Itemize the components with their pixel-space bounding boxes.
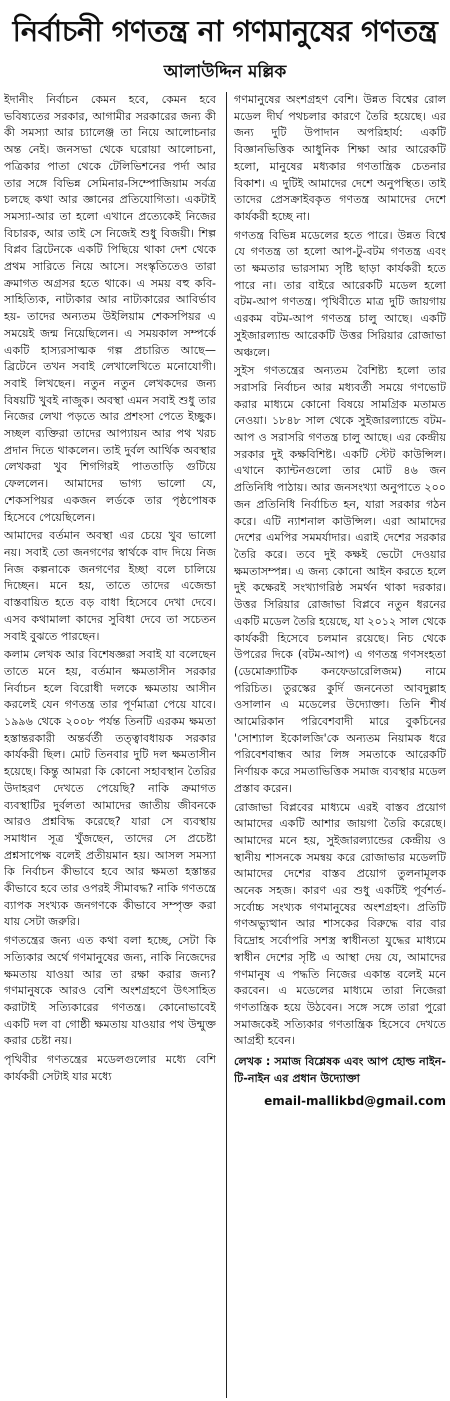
author-byline: আলাউদ্দিন মল্লিক	[163, 62, 287, 82]
author-note: লেখক : সমাজ বিশ্লেষক এবং আপ হোল্ড নাইন-টি-নাইন এর প্রধান উদ্যোক্তা	[234, 1055, 446, 1085]
paragraph: গণতন্ত্র বিভিন্ন মডেলের হতে পারে। উন্নত বিশ্বে যে গণতন্ত্র তা হলো আপ-টু-বটম গণতন্ত্র এবং তা ক্ষমতার ভারসাম্য সৃষ্টি ছাড়া কার্যকরী হতে পারে না। তার বাইরে আরেকটি মডেল হলো বটম-আপ গণতন্ত্র। পৃথিবীতে মাত্র দুটি জায়গায় এরকম বটম-আপ গণতন্ত্র চালু আছে। একটি সুইজারল্যান্ড আরেকটি উত্তর সিরিয়ার রোজাভা অঞ্চলে।	[234, 228, 446, 359]
author-email[interactable]: email-mallikbd@gmail.com	[264, 1094, 446, 1109]
article-column-left	[4, 92, 216, 1398]
article-column-right	[234, 92, 446, 1398]
paragraph: গণতন্ত্রের জন্য এত কথা বলা হচ্ছে, সেটা কি সত্যিকার অর্থে গণমানুষের জন্য, নাকি নিজেদের ক্ষমতায় যাওয়া আর তা রক্ষা করার জন্য? গণমানুষকে আরও বেশি অংশগ্রহণে উৎসাহিত করাটাই সত্যিকারের গণতন্ত্র। কোনোভাবেই একটি দল বা গোষ্ঠী ক্ষমতায় যাওয়ার পথ উন্মুক্ত করার চেষ্টা নয়।	[4, 934, 216, 1048]
paragraph: সুইস গণতন্ত্রের অন্যতম বৈশিষ্ট্য হলো তার সরাসরি নির্বাচন আর মধ্যবর্তী সময়ে গণভোট করার মাধ্যমে কোনো বিষয়ে সামগ্রিক মতামত নেওয়া। ১৮৪৮ সাল থেকে সুইজারল্যান্ডে বটম-আপ ও সরাসরি গণতন্ত্র চালু আছে। এর কেন্দ্রীয় সরকার দুই কক্ষবিশিষ্ট। একটি স্টেট কাউন্সিল। এখানে ক্যান্টনগুলো তার মোট ৪৬ জন প্রতিনিধি পাঠায়। আর জনসংখ্যা অনুপাতে ২০০ জন প্রতিনিধি নির্বাচিত হন, যারা সরকার গঠন করে। এটি ন্যাশনাল কাউন্সিল। এরা আমাদের দেশের এমপির সমমর্যাদার। এরাই দেশের সরকার তৈরি করে। তবে দুই কক্ষই ভেটো দেওয়ার ক্ষমতাসম্পন্ন। এ জন্য কোনো আইন করতে হলে দুই কক্ষেরই সংখ্যাগরিষ্ঠ সমর্থন থাকা দরকার। উত্তর সিরিয়ার রোজাভা বিপ্লবে নতুন ধরনের একটি মডেল তৈরি হয়েছে, যা ২০১২ সাল থেকে কার্যকরী হিসেবে চলমান রয়েছে। নিচ থেকে উপরের দিকে (বটম-আপ) এ গণতন্ত্র গণসংহতা (ডেমোক্র্যাটিক কনফেডারেলিজম) নামে পরিচিত। তুরস্কের কুর্দি জননেতা আবদুল্লাহ ওসালান এ মডেলের উদ্যোক্তা। তিনি শীর্ষ আমেরিকান পরিবেশবাদী মারে বুকচিনের 'সোশ্যাল ইকোলজি'কে অন্যতম নিয়ামক ধরে পরিবেশবান্ধব আর লিঙ্গ সমতাকে আরেকটি নির্ণায়ক করে সমতাভিত্তিক সমাজ ব্যবস্থার মডেল প্রস্তাব করেন।	[234, 364, 446, 795]
paragraph: ইদানীং নির্বাচন কেমন হবে, কেমন হবে ভবিষ্যতের সরকার, আগামীর সরকারের জন্য কী কী সমস্যা আর চ্যালেঞ্জ তা নিয়ে আলোচনার অন্ত নেই। জনসভা থেকে ঘরোয়া আলোচনা, পত্রিকার পাতা থেকে টেলিভিশনের পর্দা আর তার সঙ্গে বিভিন্ন সেমিনার-সিম্পোজিয়াম সর্বত্র চলছে কথা আর জ্ঞানের প্রতিযোগিতা। একটাই সমস্যা-আর তা হলো এখানে প্রত্যেকেই নিজের বিচারক, আর তাই সে নিজেই শুধু বিজয়ী। শিল্প বিপ্লব ব্রিটেনকে একটি পিছিয়ে থাকা দেশ থেকে প্রথম সারিতে নিয়ে আসে। সংস্কৃতিতেও তারা ক্রমাগত অগ্রসর হতে থাকে। এ সময় বহু কবি-সাহিত্যিক, নাট্যকার আর নাট্যকারের আবির্ভাব হয়- তাদের অন্যতম উইলিয়াম শেকসপিয়র এ সময়েই জন্ম নিয়েছিলেন। এ সময়কাল সম্পর্কে একটি হাস্যরসাত্মক গল্প প্রচারিত আছে— ব্রিটেনে তখন সবাই লেখালেখিতে মনোযোগী। সবাই লিখছেন। নতুন নতুন লেখকদের জন্য বিষয়টি খুবই নাজুক। অবস্থা এমন সবাই শুধু তার নিজের লেখা পড়তে আর প্রশংসা পেতে ইচ্ছুক। সচ্ছল ব্যক্তিরা তাদের আপ্যায়ন আর পথ খরচ প্রদান দিতে থাকলেন। তাই দুর্বল আর্থিক অবস্থার লেখকরা খুব শিগগিরই পাততাড়ি গুটিয়ে ফেললেন। আমাদের ভাগ্য ভালো যে, শেকসপিয়র একজন লর্ডকে তার পৃষ্ঠপোষক হিসেবে পেয়েছিলেন।	[4, 93, 216, 524]
headline: নির্বাচনী গণতন্ত্র না গণমানুষের গণতন্ত্র	[12, 14, 438, 48]
paragraph: গণমানুষের অংশগ্রহণ বেশি। উন্নত বিশ্বের রোল মডেল দীর্ঘ পথচলার কারণে তৈরি হয়েছে। এর জন্য দুটি উপাদান অপরিহার্য: একটি বিজ্ঞানভিত্তিক আধুনিক শিক্ষা আর আরেকটি হলো, মানুষের মধ্যকার গণতান্ত্রিক চেতনার বিকাশ। এ দুটিই আমাদের দেশে অনুপস্থিত। তাই তাদের প্রেসক্রাইবকৃত গণতন্ত্র আমাদের দেশে কার্যকরী হচ্ছে না।	[234, 93, 446, 223]
paragraph: রোজাভা বিপ্লবের মাধ্যমে এরই বাস্তব প্রয়োগ আমাদের একটি আশার জায়গা তৈরি করেছে। আমাদের মনে হয়, সুইজারল্যান্ডের কেন্দ্রীয় ও স্থানীয় শাসনকে সমন্বয় করে রোজাভার মডেলটি আমাদের দেশের বাস্তব প্রয়োগ তুলনামূলক অনেক সহজ। কারণ এর শুধু একটিই পূর্বশর্ত- সর্বোচ্চ সংখ্যক গণমানুষের অংশগ্রহণ। প্রতিটি গণঅভ্যুত্থান আর শাসকের বিরুদ্ধে বার বার বিদ্রোহ সর্বোপরি সশস্ত্র স্বাধীনতা যুদ্ধের মাধ্যমে স্বাধীন দেশের সৃষ্টি এ আস্থা দেয় যে, আমাদের গণমানুষ এ পদ্ধতি নিজের একান্ত বলেই মনে করবেন। এ মডেলের মাধ্যমে তারা নিজেরা গণতান্ত্রিক হয়ে উঠবেন। সঙ্গে সঙ্গে তারা পুরো সমাজকেই সত্যিকার গণতান্ত্রিক হিসেবে দেখতে আগ্রহী হবেন।	[234, 800, 446, 1048]
paragraph: কলাম লেখক আর বিশেষজ্ঞরা সবাই যা বলেছেন তাতে মনে হয়, বর্তমান ক্ষমতাসীন সরকার নির্বাচন হলে বিরোধী দলকে ক্ষমতায় আসীন করলেই যেন গণতন্ত্র তার পূর্ণমাত্রা পেয়ে যাবে। ১৯৯৬ থেকে ২০০৮ পর্যন্ত তিনটি এরকম ক্ষমতা হস্তান্তরকারী অন্তর্বর্তী তত্ত্বাবধায়ক সরকার কার্যকরী ছিল। মোট তিনবার দুটি দল ক্ষমতাসীন হয়েছে। কিন্তু আমরা কি কোনো সহাবস্থান তৈরির উদাহরণ দেখতে পেয়েছি? নাকি ক্রমাগত ব্যবস্থাটির দুর্বলতা আমাদের জাতীয় জীবনকে আরও প্রশ্নবিদ্ধ করেছে? যারা সে ব্যবস্থায় সমাধান সূত্র খুঁজছেন, তাদের সে প্রচেষ্টা প্রশ্নসাপেক্ষ বলেই প্রতীয়মান হয়। আসল সমস্যা কি নির্বাচন কীভাবে হবে আর ক্ষমতা হস্তান্তর কীভাবে হবে তার ওপরই সীমাবদ্ধ? নাকি গণতন্ত্রে ব্যাপক সংখ্যক জনগণকে কীভাবে সম্পৃক্ত করা যায় সেটা জরুরি।	[4, 648, 216, 929]
paragraph: পৃথিবীর গণতন্ত্রের মডেলগুলোর মধ্যে বেশি কার্যকরী সেটাই যার মধ্যে	[4, 1053, 216, 1083]
paragraph: আমাদের বর্তমান অবস্থা এর চেয়ে খুব ভালো নয়। সবাই তো জনগণের স্বার্থকে বাদ দিয়ে নিজ নিজ কল্পনাকে জনগণের ইচ্ছা বলে চালিয়ে দিচ্ছেন। মনে হয়, তাতে তাদের এজেন্ডা বাস্তবায়িত হতে বড় বাধা হিসেবে দেখা দেবে। এসব কথামালা কাদের সুবিধা দেবে তা সচেতন সবাই বুঝতে পারছেন।	[4, 529, 216, 643]
column-divider	[226, 92, 227, 1398]
